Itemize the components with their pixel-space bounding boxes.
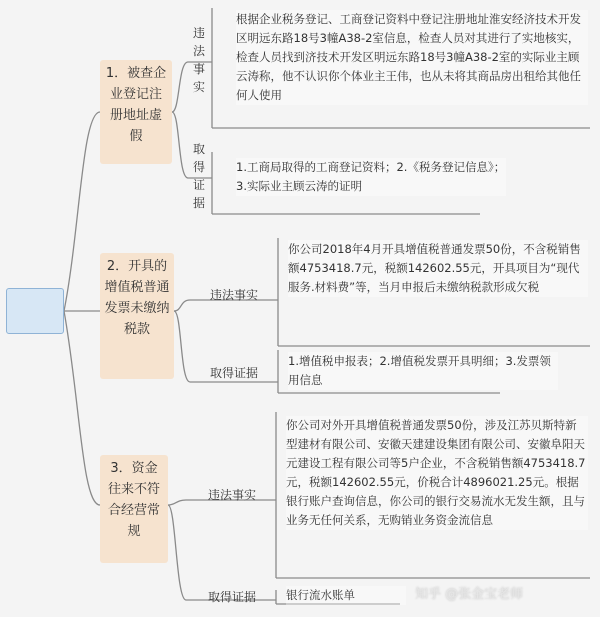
branch-2-evidence-label: 取得证据 bbox=[209, 366, 258, 380]
branch-3-violation-text: 你公司对外开具增值税普通发票50份，涉及江苏贝斯特新型建材有限公司、安徽天建建设集团有限公司、安徽阜阳天元建设工程有限公司等5户企业，不含税销售额4753418.7元，税额142602.55元，价税合计4896021.25元。根据银行账户查询信息，你公司的银行交易流水无发生额，且与业务无任何关系，无购销业务资金流信息 bbox=[286, 416, 588, 530]
branch-2-violation-text: 你公司2018年4月开具增值税普通发票50份，不含税销售额4753418.7元，税额142602.55元，开具项目为“现代服务.材料费”等，当月申报后未缴纳税款形成欠税 bbox=[288, 240, 588, 297]
connector-root-branch-3 bbox=[64, 311, 100, 505]
branch-3-evidence-label: 取得证据 bbox=[207, 590, 256, 604]
branch-1-violation-text: 根据企业税务登记、工商登记资料中登记注册地址淮安经济技术开发区明远东路18号3幢A38-2室信息，检查人员对其进行了实地核实，检查人员找到济技术开发区明远东路18号3幢A38-2室的实际业主顾云涛称，他不认识你个体业主王伟，也从未将其商品房出租给其他任何人使用 bbox=[236, 10, 588, 105]
branch-3-evidence-text: 银行流水账单 bbox=[286, 586, 406, 605]
branch-2-evidence-text: 1.增值税申报表；2.增值税发票开具明细；3.发票领用信息 bbox=[288, 352, 558, 390]
connector-root-branch-1 bbox=[64, 112, 100, 311]
watermark: 知乎 @张金宝老师 bbox=[415, 587, 524, 602]
branch-3-node bbox=[100, 455, 168, 563]
root-node bbox=[6, 288, 64, 334]
branch-1-evidence-text: 1.工商局取得的工商登记资料；2.《税务登记信息》；3.实际业主顾云涛的证明 bbox=[236, 158, 506, 196]
branch-2-node bbox=[100, 253, 174, 379]
branch-3-violation-label: 违法事实 bbox=[207, 488, 256, 502]
connector-b3-evidence bbox=[168, 505, 276, 600]
branch-1-title: 1．被查企业登记注册地址虚假 bbox=[105, 66, 167, 144]
branch-1-evidence-label: 取得证据 bbox=[192, 142, 205, 210]
branch-1-node bbox=[100, 60, 172, 164]
branch-2-violation-label: 违法事实 bbox=[209, 288, 258, 302]
branch-3-title: 3．资金往来不符合经营常规 bbox=[107, 461, 160, 539]
branch-1-violation-label: 违法事实 bbox=[192, 26, 205, 94]
branch-2-title: 2．开具的增值税普通发票未缴纳税款 bbox=[104, 259, 170, 337]
